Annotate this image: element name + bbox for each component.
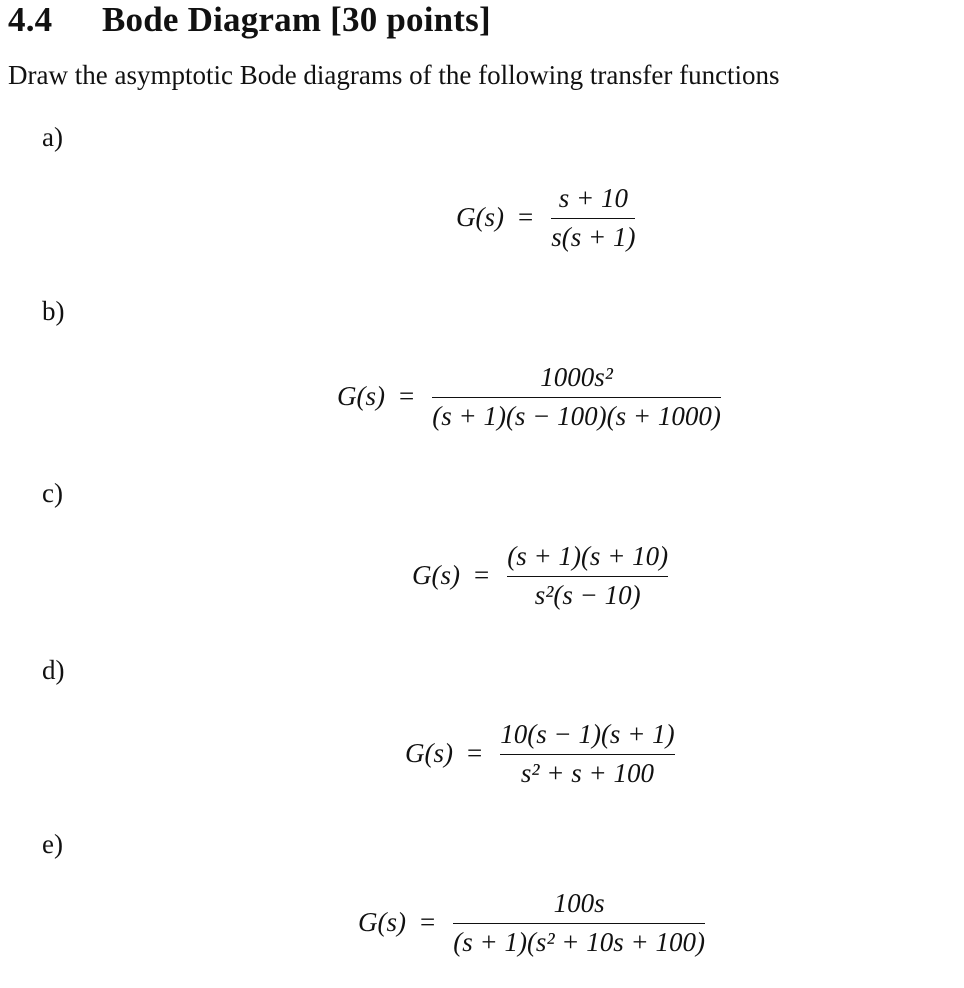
equation-lhs: G(s) bbox=[358, 907, 406, 938]
equation-lhs: G(s) bbox=[456, 202, 504, 233]
problem-statement: Draw the asymptotic Bode diagrams of the following transfer functions bbox=[8, 60, 780, 90]
item-label-a: a) bbox=[42, 122, 63, 152]
equation-d bbox=[405, 718, 679, 789]
fraction bbox=[547, 182, 639, 253]
fraction bbox=[503, 540, 672, 611]
item-label-d: d) bbox=[42, 655, 65, 685]
equals-sign: = bbox=[474, 560, 490, 591]
equals-sign: = bbox=[399, 381, 415, 412]
equation-lhs: G(s) bbox=[337, 381, 385, 412]
fraction-denominator: (s + 1)(s − 100)(s + 1000) bbox=[432, 401, 721, 432]
fraction bbox=[449, 887, 709, 958]
equals-sign: = bbox=[518, 202, 534, 233]
equals-sign: = bbox=[420, 907, 436, 938]
fraction bbox=[428, 361, 725, 432]
item-label-c: c) bbox=[42, 478, 63, 508]
fraction-denominator: (s + 1)(s² + 10s + 100) bbox=[453, 927, 705, 958]
equation-lhs: G(s) bbox=[412, 560, 460, 591]
equation-c bbox=[412, 540, 672, 611]
item-label-e: e) bbox=[42, 829, 63, 859]
equation-a bbox=[456, 182, 639, 253]
section-heading bbox=[8, 0, 491, 40]
fraction-numerator: 10(s − 1)(s + 1) bbox=[500, 719, 675, 749]
fraction bbox=[496, 718, 678, 789]
fraction-numerator: 100s bbox=[553, 888, 605, 918]
section-title: Bode Diagram [30 points] bbox=[102, 0, 491, 39]
fraction-denominator: s²(s − 10) bbox=[534, 580, 641, 611]
equals-sign: = bbox=[467, 738, 483, 769]
equation-b bbox=[337, 361, 725, 432]
item-label-b: b) bbox=[42, 296, 65, 326]
fraction-denominator: s² + s + 100 bbox=[520, 758, 654, 789]
equation-e bbox=[358, 887, 709, 958]
fraction-numerator: (s + 1)(s + 10) bbox=[507, 541, 669, 571]
fraction-numerator: s + 10 bbox=[558, 183, 628, 213]
fraction-denominator: s(s + 1) bbox=[551, 222, 636, 253]
section-number: 4.4 bbox=[8, 0, 53, 39]
equation-lhs: G(s) bbox=[405, 738, 453, 769]
fraction-numerator: 1000s² bbox=[540, 362, 613, 392]
